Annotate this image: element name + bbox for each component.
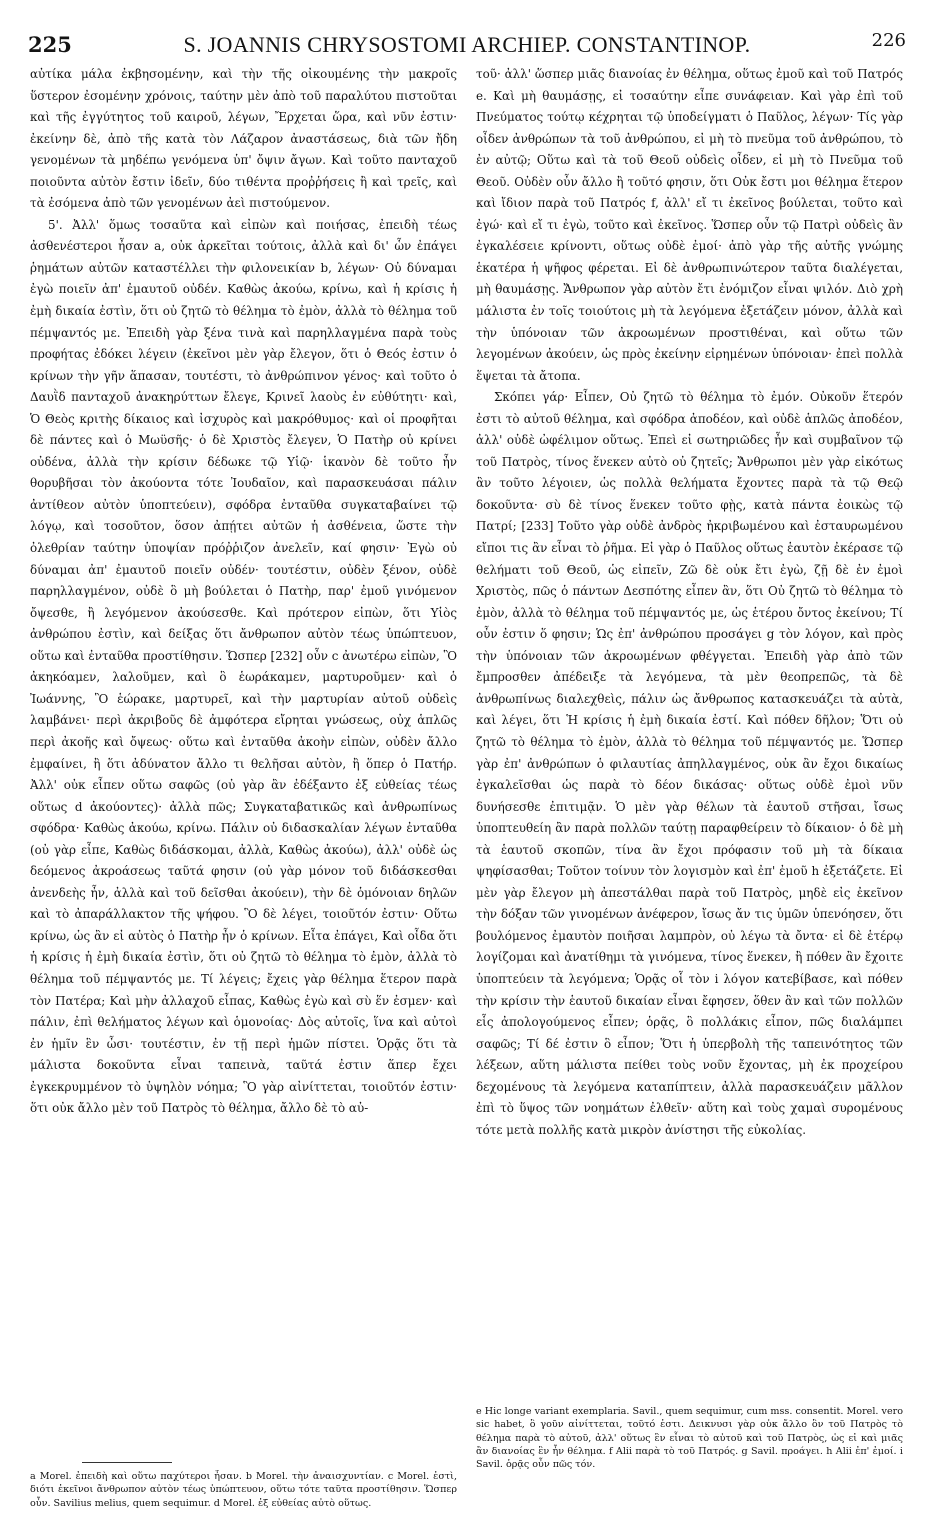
page-number-right: 226 — [871, 30, 906, 51]
page-number-left: 225 — [28, 32, 72, 57]
paragraph: 5'. Ἀλλ' ὅμως τοσαῦτα καὶ εἰπὼν καὶ ποιήσας, ἐπειδὴ τέως ἀσθενέστεροι ἦσαν a, οὐκ ἀρκεῖται τούτοις, ἀλλὰ καὶ δι' ὧν ἐπάγει ῥημάτων αὐτῶν καταστέλλει τὴν φιλονεικίαν b, λέγων· Οὐ δύναμαι ἐγὼ ποιεῖν ἀπ' ἐμαυτοῦ οὐδέν. Καθὼς ἀκούω, κρίνω, καὶ ἡ κρίσις ἡ ἐμὴ δικαία ἐστὶν, ὅτι οὐ ζητῶ τὸ θέλημα τὸ ἐμὸν, ἀλλὰ τὸ θέλημα τοῦ πέμψαντός με. Ἐπειδὴ γὰρ ξένα τινὰ καὶ παρηλλαγμένα παρὰ τοὺς προφήτας ἐδόκει λέγειν (ἐκεῖνοι μὲν γὰρ ἔλεγον, ὅτι ὁ Θεός ἐστιν ὁ κρίνων τὴν γῆν ἅπασαν, τουτέστι, τὸ ἀνθρώπινον γένος· καὶ τοῦτο ὁ Δαυῒδ πανταχοῦ ἀνακηρύττων ἔλεγε, Κρινεῖ λαοὺς ἐν εὐθύτητι· καὶ, Ὁ Θεὸς κριτὴς δίκαιος καὶ ἰσχυρὸς καὶ μακρόθυμος· καὶ οἱ προφῆται δὲ πάντες καὶ ὁ Μωϋσῆς· ὁ δὲ Χριστὸς ἔλεγεν, Ὁ Πατὴρ οὐ κρίνει οὐδένα, ἀλλὰ τὴν κρίσιν δέδωκε τῷ Υἱῷ· ἱκανὸν δὲ τοῦτο ἦν θορυβῆσαι τὸν ἀκούοντα τότε Ἰουδαῖον, καὶ παρασκευάσαι πάλιν ἀντίθεον αὐτὸν ὑποπτεύειν), σφόδρα ἐνταῦθα συγκαταβαίνει τῷ λόγῳ, καὶ τοσοῦτον, ὅσον ἀπῄτει αὐτῶν ἡ ἀσθένεια, ὥστε τὴν ὀλεθρίαν ταύτην ὑποψίαν πρόῤῥιζον ἀνελεῖν, καί φησιν· Ἐγὼ οὐ δύναμαι ἀπ' ἐμαυτοῦ ποιεῖν οὐδέν· τουτέστιν, οὐδὲν ξένον, οὐδὲ παρηλλαγμένον, οὐδὲ ὃ μὴ βούλεται ὁ Πατὴρ, παρ' ἐμοῦ γινόμενον ὄψεσθε, ἢ λεγόμενον ἀκούσεσθε. Καὶ πρότερον εἰπὼν, ὅτι Υἱὸς ἀνθρώπου ἐστὶν, καὶ δείξας ὅτι ἄνθρωπον αὐτὸν τέως ὑπώπτευον, οὕτω καὶ ἐνταῦθα προστίθησιν. Ὥσπερ [232] οὖν c ἀνωτέρω εἰπὼν, Ὃ ἀκηκόαμεν, λαλοῦμεν, καὶ ὃ ἑωράκαμεν, μαρτυροῦμεν· καὶ ὁ Ἰωάννης, Ὃ ἑώρακε, μαρτυρεῖ, καὶ τὴν μαρτυρίαν αὐτοῦ οὐδεὶς λαμβάνει· περὶ ἀκριβοῦς δὲ ἀμφότερα εἴρηται γνώσεως, οὐχ ἁπλῶς περὶ ἀκοῆς καὶ ὄψεως· οὕτω καὶ ἐνταῦθα ἀκοὴν εἰπὼν, οὐδὲν ἄλλο ἐμφαίνει, ἢ ὅτι ἀδύνατον ἄλλο τι θελῆσαι αὐτὸν, ἢ ὅπερ ὁ Πατήρ. Ἀλλ' οὐκ εἶπεν οὕτω σαφῶς (οὐ γὰρ ἂν ἐδέξαντο ἐξ εὐθείας τέως οὕτως d ἀκούοντες)· ἀλλὰ πῶς; Συγκαταβατικῶς καὶ ἀνθρωπίνως σφόδρα· Καθὼς ἀκούω, κρίνω. Πάλιν οὐ διδασκαλίαν λέγων ἐνταῦθα (οὐ γὰρ εἶπε, Καθὼς διδάσκομαι, ἀλλὰ, Καθὼς ἀκούω), ἀλλ' οὐδὲ ὡς δεόμενος ἀκροάσεως ταῦτά φησιν (οὐ γὰρ μόνον τοῦ διδάσκεσθαι ἀνενδεὴς ἦν, ἀλλὰ καὶ τοῦ δεῖσθαι ἀκούειν), τὴν δὲ ὁμόνοιαν δηλῶν καὶ τὸ ἀπαράλλακτον τῆς ψήφου. Ὃ δὲ λέγει, τοιοῦτόν ἐστιν· Οὕτω κρίνω, ὡς ἂν εἰ αὐτὸς ὁ Πατὴρ ἦν ὁ κρίνων. Εἶτα ἐπάγει, Καὶ οἶδα ὅτι ἡ κρίσις ἡ ἐμὴ δικαία ἐστὶν, ὅτι οὐ ζητῶ τὸ θέλημα τὸ ἐμὸν, ἀλλὰ τὸ θέλημα τοῦ πέμψαντός με. Τί λέγεις; ἔχεις γὰρ θέλημα ἕτερον παρὰ τὸν Πατέρα; Καὶ μὴν ἀλλαχοῦ εἶπας, Καθὼς ἐγὼ καὶ σὺ ἕν ἐσμεν· καὶ πάλιν, ἐπὶ θελήματος λέγων καὶ ὁμονοίας· Δὸς αὐτοῖς, ἵνα καὶ αὐτοὶ ἐν ἡμῖν ἓν ὦσι· τουτέστιν, ἐν τῇ περὶ ἡμῶν πίστει. Ὁρᾷς ὅτι τὰ μάλιστα δοκοῦντα εἶναι ταπεινὰ, ταῦτά ἐστιν ἅπερ ἔχει ἐγκεκρυμμένον τὸ ὑψηλὸν νόημα; Ὃ γὰρ αἰνίττεται, τοιοῦτόν ἐστιν· ὅτι οὐκ ἄλλο μὲν τοῦ Πατρὸς τὸ θέλημα, ἄλλο δὲ τὸ αὐ- — [30, 217, 457, 1116]
text-column-right — [476, 64, 903, 1399]
running-header — [28, 26, 906, 60]
running-title: S. JOANNIS CHRYSOSTOMI ARCHIEP. CONSTANTINOP. — [183, 32, 751, 57]
footnote-divider — [82, 1462, 172, 1463]
paragraph: τοῦ· ἀλλ' ὥσπερ μιᾶς διανοίας ἐν θέλημα, οὕτως ἐμοῦ καὶ τοῦ Πατρός e. Καὶ μὴ θαυμάσῃς, εἰ τοσαύτην εἶπε συνάφειαν. Καὶ γὰρ ἐπὶ τοῦ Πνεύματος τούτῳ κέχρηται τῷ ὑποδείγματι ὁ Παῦλος, λέγων· Τίς γὰρ οἶδεν ἀνθρώπων τὰ τοῦ ἀνθρώπου, εἰ μὴ τὸ πνεῦμα τοῦ ἀνθρώπου, τὸ ἐν αὐτῷ; Οὕτω καὶ τὰ τοῦ Θεοῦ οὐδεὶς οἶδεν, εἰ μὴ τὸ Πνεῦμα τοῦ Θεοῦ. Οὐδὲν οὖν ἄλλο ἢ τοῦτό φησιν, ὅτι Οὐκ ἔστι μοι θέλημα ἕτερον καὶ ἴδιον παρὰ τοῦ Πατρός f, ἀλλ' εἴ τι ἐκεῖνος βούλεται, τοῦτο καὶ ἐγώ· καὶ εἴ τι ἐγὼ, τοῦτο καὶ ἐκεῖνος. Ὥσπερ οὖν τῷ Πατρὶ οὐδεὶς ἂν ἐγκαλέσειε κρίνοντι, οὕτως οὐδὲ ἐμοί· ἀπὸ γὰρ τῆς αὐτῆς γνώμης ἑκατέρα ἡ ψῆφος φέρεται. Εἰ δὲ ἀνθρωπινώτερον ταῦτα διαλέγεται, μὴ θαυμάσῃς. Ἄνθρωπον γὰρ αὐτὸν ἔτι ἐνόμιζον εἶναι ψιλόν. Διὸ χρὴ μάλιστα ἐν τοῖς τοιούτοις μὴ τὰ λεγόμενα ἐξετάζειν μόνον, ἀλλὰ καὶ τὴν ὑπόνοιαν τῶν ἀκροωμένων προστιθέναι, καὶ οὕτω τῶν λεγομένων ἀκούειν, ὡς πρὸς ἐκείνην εἰρημένων ὑπόνοιαν· ἐπεὶ πολλὰ ἕψεται τὰ ἄτοπα. — [476, 67, 903, 383]
footnotes-left: a Morel. ἐπειδὴ καὶ οὕτω παχύτεροι ἦσαν. b Morel. τὴν ἀναισχυντίαν. c Morel. ἐστὶ, διότι ἐκεῖνοι ἄνθρωπον αὐτὸν τέως ὑπώπτευον, οὕτω τότε ταῦτα προστίθησιν. Ὥσπερ οὖν. Savilius melius, quem sequimur. d Morel. ἐξ εὐθείας αὐτὸ οὕτως. — [30, 1471, 457, 1509]
text-column-left — [30, 64, 457, 1457]
paragraph: αὐτίκα μάλα ἐκβησομένην, καὶ τὴν τῆς οἰκουμένης τὴν μακροῖς ὕστερον ἐσομένην χρόνοις, ταύτην μὲν ἀπὸ τοῦ παραλύτου πιστοῦται καὶ τῆς ἐγγύτητος τοῦ καιροῦ, λέγων, Ἔρχεται ὥρα, καὶ νῦν ἐστιν· ἐκείνην δὲ, ἀπὸ τῆς κατὰ τὸν Λάζαρον ἀναστάσεως, διὰ τῶν ἤδη γενομένων τὰ μηδέπω γενόμενα ὑπ' ὄψιν ἄγων. Καὶ τοῦτο πανταχοῦ ποιοῦντα αὐτὸν ἔστιν ἰδεῖν, δύο τιθέντα προῤῥήσεις ἢ καὶ τρεῖς, καὶ τὰ ἐσόμενα ἀπὸ τῶν γενομένων ἀεὶ πιστούμενον. — [30, 67, 457, 211]
paragraph: Σκόπει γάρ· Εἶπεν, Οὐ ζητῶ τὸ θέλημα τὸ ἐμόν. Οὐκοῦν ἕτερόν ἐστι τὸ αὐτοῦ θέλημα, καὶ σφόδρα ἀποδέον, καὶ οὐδὲ ἁπλῶς ἀποδέον, ἀλλ' οὐδὲ ὠφέλιμον οὕτως. Ἐπεὶ εἰ σωτηριῶδες ἦν καὶ συμβαῖνον τῷ τοῦ Πατρὸς, τίνος ἕνεκεν αὐτὸ οὐ ζητεῖς; Ἄνθρωποι μὲν γὰρ εἰκότως ἂν τοῦτο λέγοιεν, ὡς πολλὰ θελήματα ἔχοντες παρὰ τὰ τῷ Θεῷ δοκοῦντα· σὺ δὲ τίνος ἕνεκεν τοῦτο φῂς, κατὰ πάντα ἐοικὼς τῷ Πατρί; [233] Τοῦτο γὰρ οὐδὲ ἀνδρὸς ἠκριβωμένου καὶ ἐσταυρωμένου εἴποι τις ἂν εἶναι τὸ ῥῆμα. Εἰ γὰρ ὁ Παῦλος οὕτως ἑαυτὸν ἐκέρασε τῷ θελήματι τοῦ Θεοῦ, ὡς εἰπεῖν, Ζῶ δὲ οὐκ ἔτι ἐγὼ, ζῇ δὲ ἐν ἐμοὶ Χριστὸς, πῶς ὁ πάντων Δεσπότης εἶπεν ἂν, ὅτι Οὐ ζητῶ τὸ θέλημα τὸ ἐμὸν, ἀλλὰ τὸ θέλημα τοῦ πέμψαντός με, ὡς ἑτέρου ὄντος ἐκείνου; Τί οὖν ἐστιν ὅ φησιν; Ὡς ἐπ' ἀνθρώπου προσάγει g τὸν λόγον, καὶ πρὸς τὴν ὑπόνοιαν τῶν ἀκροωμένων φθέγγεται. Ἐπειδὴ γὰρ ἀπὸ τῶν ἔμπροσθεν ἀπέδειξε τὰ λεγόμενα, τὰ μὲν θεοπρεπῶς, τὰ δὲ ἀνθρωπίνως διαλεχθεὶς, πάλιν ὡς ἄνθρωπος κατασκευάζει τὰ αὐτὰ, καὶ λέγει, ὅτι Ἡ κρίσις ἡ ἐμὴ δικαία ἐστί. Καὶ πόθεν δῆλον; Ὅτι οὐ ζητῶ τὸ θέλημα τὸ ἐμὸν, ἀλλὰ τὸ θέλημα τοῦ πέμψαντός με. Ὥσπερ γὰρ ἐπ' ἀνθρώπων ὁ φιλαυτίας ἀπηλλαγμένος, οὐκ ἂν ἔχοι δικαίως ἐγκαλεῖσθαι ὡς παρὰ τὸ δέον δικάσας· οὕτως οὐδὲ ἐμοὶ νῦν δυνήσεσθε ἐπιτιμᾷν. Ὁ μὲν γὰρ θέλων τὰ ἑαυτοῦ στῆσαι, ἴσως ὑποπτευθείη ἂν παρὰ πολλῶν ταύτῃ παραφθείρειν τὸ δίκαιον· ὁ δὲ μὴ τὰ ἑαυτοῦ σκοπῶν, τίνα ἂν ἔχοι πρόφασιν τοῦ μὴ τὰ δίκαια ψηφίσασθαι; Τοῦτον τοίνυν τὸν λογισμὸν καὶ ἐπ' ἐμοῦ h ἐξετάζετε. Εἰ μὲν γὰρ ἔλεγον μὴ ἀπεστάλθαι παρὰ τοῦ Πατρὸς, μηδὲ εἰς ἐκεῖνον τὴν δόξαν τῶν γινομένων ἀνέφερον, ἴσως ἄν τις ὑμῶν ὑπενόησεν, ὅτι βουλόμενος ἐμαυτὸν ποιῆσαι λαμπρὸν, οὐ λέγω τὰ ὄντα· εἰ δὲ ἑτέρῳ λογίζομαι καὶ ἀνατίθημι τὰ γινόμενα, τίνος ἕνεκεν, ἢ πόθεν ἂν ἔχοιτε ὑποπτεύειν τὰ λεγόμενα; Ὁρᾷς οἷ τὸν i λόγον κατεβίβασε, καὶ πόθεν τὴν κρίσιν τὴν ἑαυτοῦ δικαίαν εἶναι ἔφησεν, ὅθεν ἂν καὶ τῶν πολλῶν εἷς ἀπολογούμενος εἶπεν; ὁρᾷς, ὃ πολλάκις εἶπον, πῶς διαλάμπει σαφῶς; Τί δέ ἐστιν ὃ εἶπον; Ὅτι ἡ ὑπερβολὴ τῆς ταπεινότητος τῶν λέξεων, αὕτη μάλιστα πείθει τοὺς νοῦν ἔχοντας, μὴ ἐκ προχείρου δεχομένους τὰ λεγόμενα καταπίπτειν, ἀλλὰ παρασκευάζειν μᾶλλον ἐπὶ τὸ ὕψος τῶν νοημάτων ἐλθεῖν· αὕτη καὶ τοὺς χαμαὶ συρομένους τότε μετὰ πολλῆς κατὰ μικρὸν ἀνίστησι τῆς εὐκολίας. — [476, 390, 903, 1137]
footnotes-right: e Hic longe variant exemplaria. Savil., quem sequimur, cum mss. consentit. Morel. vero sic habet, ὃ γοῦν αἰνίττεται, τοῦτό ἐστι. Δεικνυσι γὰρ οὐκ ἄλλο ὂν τοῦ Πατρὸς τὸ θέλημα παρὰ τὸ αὐτοῦ, ἀλλ' οὕτως ἓν εἶναι τὸ αὐτοῦ καὶ τοῦ Πατρὸς, ὡς εἰ καὶ μιᾶς ἂν διανοίας ἓν ἦν θέλημα. f Alii παρὰ τὸ τοῦ Πατρός. g Savil. προάγει. h Alii ἐπ' ἐμοί. i Savil. ὁρᾷς οὖν πῶς τόν. — [476, 1406, 903, 1471]
